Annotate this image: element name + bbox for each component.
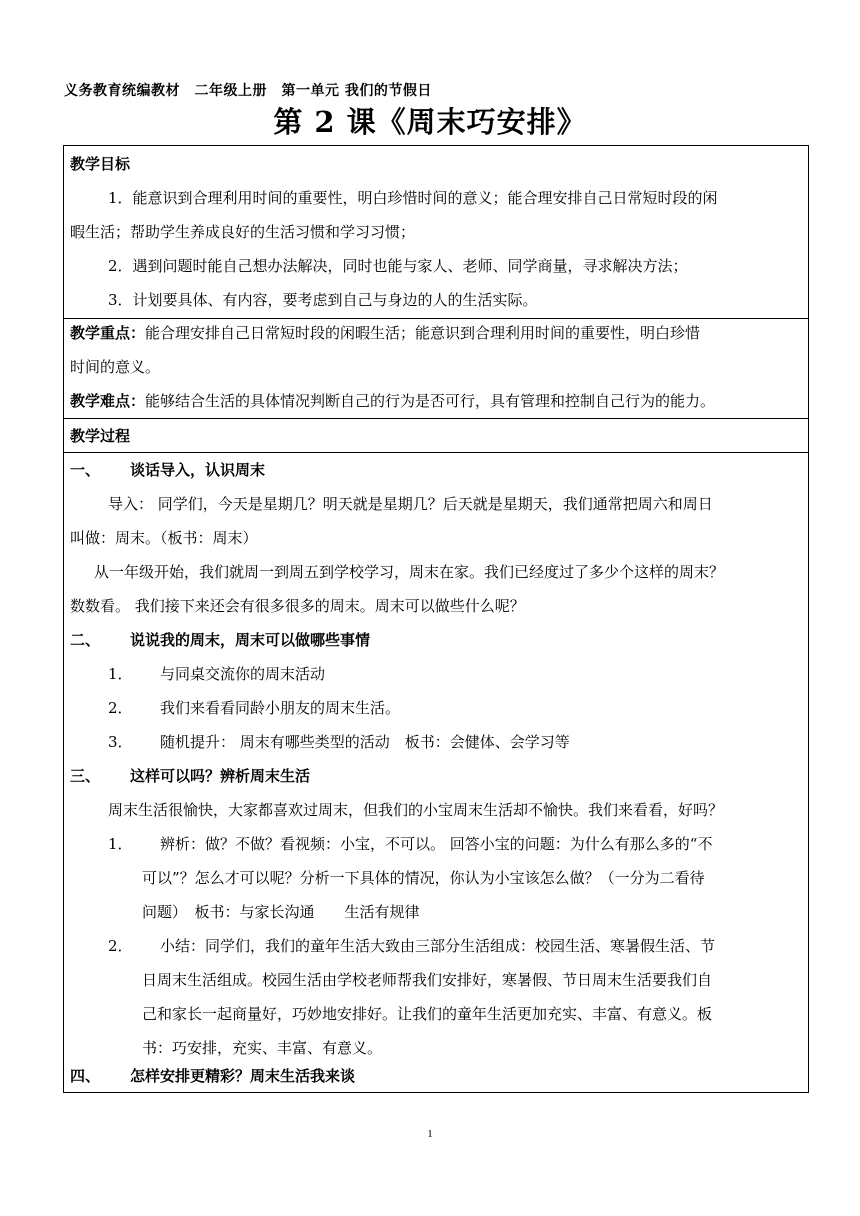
item-text: 随机提升： 周末有哪些类型的活动 板书：会健体、会学习等 [160,733,570,751]
item-number: 3． [108,733,133,751]
section-1-title: 谈话导入，认识周末 [130,461,266,479]
section-3-item-1-line-2: 可以”？怎么才可以呢？分析一下具体的情况，你认为小宝该怎么做？（一分为二看待 [142,869,705,887]
goal-item-2: 2．遇到问题时能自己想办法解决，同时也能与家人、老师、同学商量，寻求解决方法； [108,257,688,275]
section-2-item-3 [108,725,570,759]
row-divider [64,418,808,419]
focus-line-1 [70,316,700,350]
lesson-title: 第 2 课《周末巧安排》 [273,105,587,139]
focus-line-2: 时间的意义。 [70,358,161,376]
difficulty-text: 能够结合生活的具体情况判断自己的行为是否可行，具有管理和控制自己行为的能力。 [145,392,716,410]
item-text: 我们来看看同龄小朋友的周末生活。 [160,699,401,717]
section-2-item-2 [108,691,400,725]
section-1-p2-line-1: 从一年级开始，我们就周一到周五到学校学习，周末在家。我们已经度过了多少个这样的周末？ [94,563,725,581]
section-3-item-1-line-3: 问题） 板书：与家长沟通 生活有规律 [142,903,420,921]
section-1-p1-line-2: 叫做：周末。（板书：周末） [70,529,258,547]
section-3-item-2-line-3: 己和家长一起商量好，巧妙地安排好。让我们的童年生活更加充实、丰富、有意义。板 [142,1005,713,1023]
section-4-title: 怎样安排更精彩？周末生活我来谈 [130,1067,356,1085]
section-1-p2-line-2: 数数看。 我们接下来还会有很多很多的周末。周末可以做些什么呢？ [70,597,525,615]
section-3-item-2-line-4: 书：巧安排，充实、丰富、有意义。 [142,1039,383,1057]
section-3-number: 三、 [70,767,101,785]
section-3-item-2-line-1 [108,929,715,963]
item-text: 与同桌交流你的周末活动 [160,665,326,683]
section-2-number: 二、 [70,631,101,649]
goals-heading: 教学目标 [70,155,131,173]
item-number: 1． [108,835,133,853]
difficulty-line [70,384,715,418]
focus-label: 教学重点： [70,324,146,342]
section-2-heading [70,623,370,657]
section-1-heading [70,453,265,487]
focus-text: 能合理安排自己日常短时段的闲暇生活；能意识到合理利用时间的重要性，明白珍惜 [145,324,701,342]
section-3-item-1-line-1 [108,827,712,861]
item-number: 2． [108,937,133,955]
section-2-item-1 [108,657,325,691]
page-number: 1 [427,1128,433,1140]
item-text: 小结：同学们，我们的童年生活大致由三部分生活组成：校园生活、寒暑假生活、节 [160,937,716,955]
item-number: 2． [108,699,133,717]
goal-item-1-line-2: 暇生活；帮助学生养成良好的生活习惯和学习习惯； [70,223,416,241]
goal-item-3: 3．计划要具体、有内容，要考虑到自己与身边的人的生活实际。 [108,291,538,309]
section-4-number: 四、 [70,1067,101,1085]
difficulty-label: 教学难点： [70,392,146,410]
section-1-p1-line-1: 导入： 同学们，今天是星期几？明天就是星期几？后天就是星期天，我们通常把周六和周日 [108,495,713,513]
section-1-number: 一、 [70,461,101,479]
process-heading: 教学过程 [70,427,131,445]
item-text: 辨析：做？不做？看视频：小宝，不可以。 回答小宝的问题：为什么有那么多的“不 [160,835,713,853]
lesson-plan-table [63,145,809,1093]
section-3-title: 这样可以吗？辨析周末生活 [130,767,311,785]
section-3-heading [70,759,310,793]
item-number: 1． [108,665,133,683]
goal-item-1-line-1: 1．能意识到合理利用时间的重要性，明白珍惜时间的意义；能合理安排自己日常短时段的闲 [108,189,718,207]
section-2-title: 说说我的周末，周末可以做哪些事情 [130,631,371,649]
section-3-intro: 周末生活很愉快，大家都喜欢过周末，但我们的小宝周末生活却不愉快。我们来看看，好吗？ [108,801,724,819]
section-4-heading [70,1059,355,1093]
series-header: 义务教育统编教材 二年级上册 第一单元 我们的节假日 [64,83,432,99]
section-3-item-2-line-2: 日周末生活组成。校园生活由学校老师帮我们安排好，寒暑假、节日周末生活要我们自 [142,971,713,989]
